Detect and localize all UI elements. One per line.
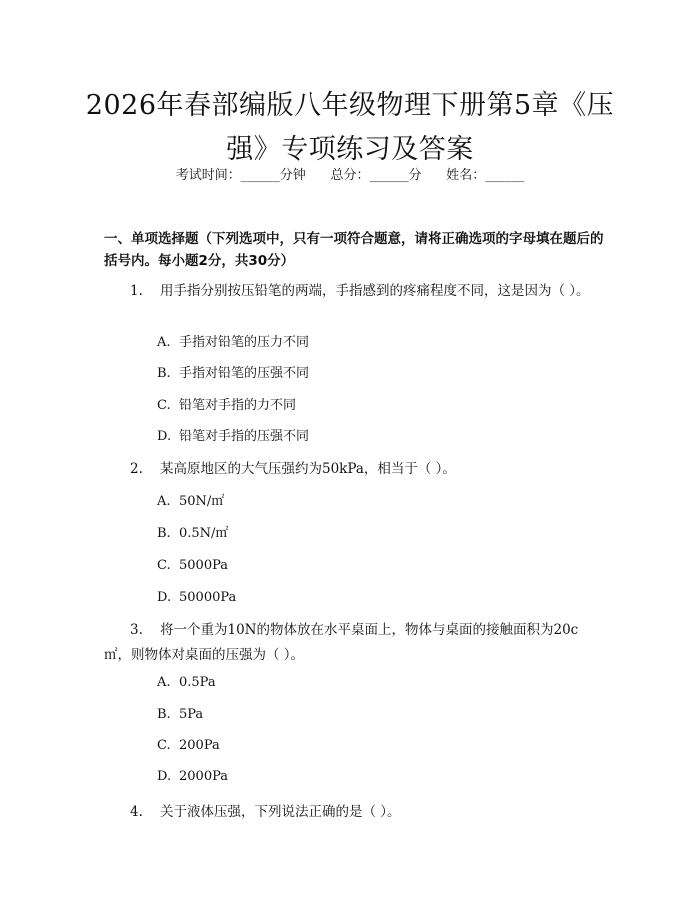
option-b bbox=[157, 524, 228, 544]
option-a bbox=[157, 673, 216, 693]
exam-info-line: 考试时间：______分钟 总分：______分 姓名：______ bbox=[175, 168, 525, 183]
option-text: 0.5Pa bbox=[179, 675, 216, 690]
option-letter: B. bbox=[157, 526, 171, 541]
question-2 bbox=[104, 457, 604, 482]
option-letter: A. bbox=[157, 335, 171, 350]
option-letter: B. bbox=[157, 707, 171, 722]
question-text: 用手指分别按压铅笔的两端，手指感到的疼痛程度不同，这是因为（ ）。 bbox=[160, 283, 590, 299]
option-text: 50000Pa bbox=[179, 590, 237, 605]
option-text: 2000Pa bbox=[179, 769, 228, 784]
option-b bbox=[157, 364, 309, 384]
question-number: 1. bbox=[130, 283, 143, 299]
question-text: 将一个重为10N的物体放在水平桌面上，物体与桌面的接触面积为20c㎡，则物体对桌面的压强为（ ）。 bbox=[104, 622, 579, 663]
option-letter: D. bbox=[157, 769, 172, 784]
question-1 bbox=[104, 279, 604, 304]
question-text: 关于液体压强，下列说法正确的是（ ）。 bbox=[160, 804, 401, 820]
option-d bbox=[157, 427, 309, 447]
question-3 bbox=[104, 618, 604, 668]
option-text: 5000Pa bbox=[179, 558, 228, 573]
option-text: 200Pa bbox=[179, 738, 220, 753]
document-title: 2026年春部编版八年级物理下册第5章《压强》专项练习及答案 bbox=[85, 90, 615, 165]
option-text: 0.5N/㎡ bbox=[179, 526, 229, 541]
option-b bbox=[157, 705, 203, 725]
option-a bbox=[157, 333, 309, 353]
question-number: 4. bbox=[130, 804, 143, 820]
option-c bbox=[157, 556, 228, 576]
option-text: 铅笔对手指的压强不同 bbox=[179, 429, 310, 444]
option-letter: C. bbox=[157, 558, 171, 573]
question-text: 某高原地区的大气压强约为50kPa，相当于（ ）。 bbox=[160, 461, 456, 477]
section-heading: 一、单项选择题（下列选项中，只有一项符合题意，请将正确选项的字母填在题后的括号内。每小题2分，共30分） bbox=[104, 231, 604, 269]
option-d bbox=[157, 767, 228, 787]
option-letter: A. bbox=[157, 494, 171, 509]
option-text: 5Pa bbox=[179, 707, 204, 722]
option-letter: C. bbox=[157, 738, 171, 753]
question-number: 3. bbox=[130, 622, 143, 638]
option-letter: D. bbox=[157, 590, 172, 605]
option-letter: B. bbox=[157, 366, 171, 381]
question-4 bbox=[104, 800, 604, 825]
question-number: 2. bbox=[130, 461, 143, 477]
option-letter: D. bbox=[157, 429, 172, 444]
option-text: 手指对铅笔的压强不同 bbox=[179, 366, 310, 381]
option-c bbox=[157, 736, 220, 756]
option-letter: A. bbox=[157, 675, 171, 690]
option-a bbox=[157, 492, 224, 512]
option-c bbox=[157, 396, 296, 416]
option-letter: C. bbox=[157, 398, 171, 413]
option-text: 铅笔对手指的力不同 bbox=[179, 398, 297, 413]
option-text: 50N/㎡ bbox=[179, 494, 225, 509]
option-d bbox=[157, 588, 236, 608]
option-text: 手指对铅笔的压力不同 bbox=[179, 335, 310, 350]
